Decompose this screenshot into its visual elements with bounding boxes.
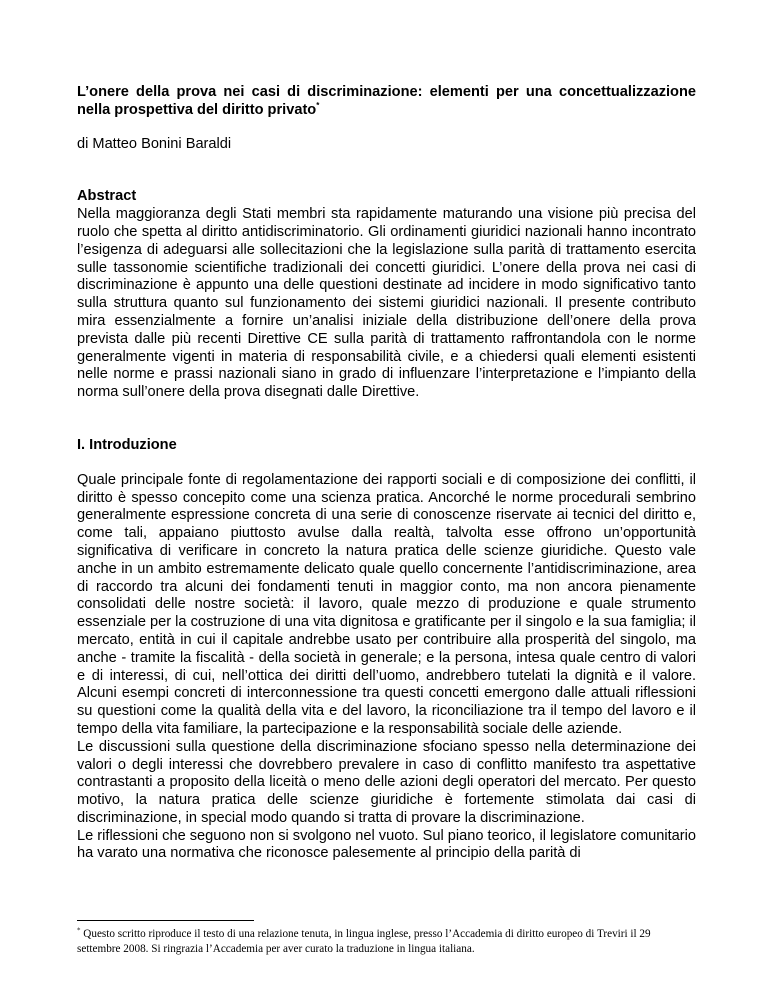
abstract-paragraph: Nella maggioranza degli Stati membri sta rapidamente maturando una visione più precisa del ruolo che spetta al diritto antidiscriminatorio. Gli ordinamenti giuridici nazionali hanno incontrato l’esigenza di adeguarsi alle sollecitazioni che la legislazione sulla parità di trattamento esercita sulle tassonomie scientifiche tradizionali dei concetti giuridici. L’onere della prova nei casi di discriminazione è appunto una delle questioni destinate ad incidere in modo significativo tanto sulla struttura quanto sul funzionamento dei sistemi giuridici nazionali. Il presente contributo mira essenzialmente a fornire un’analisi iniziale della distribuzione dell’onere della prova prevista dalle più recenti Direttive CE sulla parità di trattamento raffrontandola con le norme generalmente vigenti in materia di responsabilità civile, e a chiedersi quali elementi esistenti nelle norme e prassi nazionali siano in grado di influenzare l’interpretazione e l’impianto della norma sull’onere della prova disegnati dalle Direttive. (77, 206, 696, 401)
document-title (77, 84, 696, 120)
title-text: L’onere della prova nei casi di discriminazione: elementi per una concettualizzazione nella prospettiva del diritto privato (77, 84, 696, 118)
intro-paragraph: Quale principale fonte di regolamentazione dei rapporti sociali e di composizione dei conflitti, il diritto è spesso concepito come una scienza pratica. Ancorché le norme procedurali sembrino generalmente espressione concreta di una serie di conoscenze riservate ai tecnici del diritto e, come tali, appaiano piuttosto avulse dalla realtà, talvolta esse offrono un’opportunità significativa di verificare in concreto la natura pratica delle scienze giuridiche. Questo vale anche in un ambito estremamente delicato quale quello concernente l’antidiscriminazione, area di raccordo tra alcuni dei fondamenti tenuti in maggior conto, ma non ancora pienamente consolidati delle nostre società: il lavoro, quale mezzo di produzione e quale strumento essenziale per la costruzione di una vita dignitosa e gratificante per il singolo e la sua famiglia; il mercato, entità in cui il capitale andrebbe usato per contribuire alla prosperità del singolo, ma anche - tramite la fiscalità - della società in generale; e la persona, intesa quale centro di valori e di interessi, di cui, nell’ottica dei diritti dell’uomo, andrebbero tutelati la dignità e il valore. Alcuni esempi concreti di interconnessione tra questi concetti emergono dalle attuali riflessioni su questioni come la qualità della vita e del lavoro, la riconciliazione tra il tempo del lavoro e il tempo della vita familiare, la partecipazione e la responsabilità sociale delle aziende. (77, 471, 696, 737)
footnote (77, 927, 696, 956)
footnote-separator (77, 920, 254, 921)
abstract-heading: Abstract (77, 188, 137, 205)
footnote-text: Questo scritto riproduce il testo di una relazione tenuta, in lingua inglese, presso l’Accademia di diritto europeo di Treviri il 29 settembre 2008. Si ringrazia l’Accademia per aver curato la traduzione in lingua italiana. (77, 928, 651, 955)
introduction-body (77, 472, 696, 864)
intro-paragraph: Le riflessioni che seguono non si svolgono nel vuoto. Sul piano teorico, il legislatore comunitario ha varato una normativa che riconosce palesemente al principio della parità di (77, 827, 696, 862)
title-footnote-mark: * (316, 100, 320, 110)
document-page (77, 84, 696, 863)
section-heading-introduction: I. Introduzione (77, 436, 177, 453)
intro-paragraph: Le discussioni sulla questione della discriminazione sfociano spesso nella determinazione dei valori o degli interessi che dovrebbero prevalere in caso di conflitto manifesto tra aspettative contrastanti a proposito della liceità o meno delle azioni degli operatori del mercato. Per questo motivo, la natura pratica delle scienze giuridiche è fortemente stimolata dai casi di discriminazione, in special modo quando si tratta di provare la discriminazione. (77, 738, 696, 826)
footnote-mark: * (77, 926, 81, 935)
author-line: di Matteo Bonini Baraldi (77, 135, 232, 152)
